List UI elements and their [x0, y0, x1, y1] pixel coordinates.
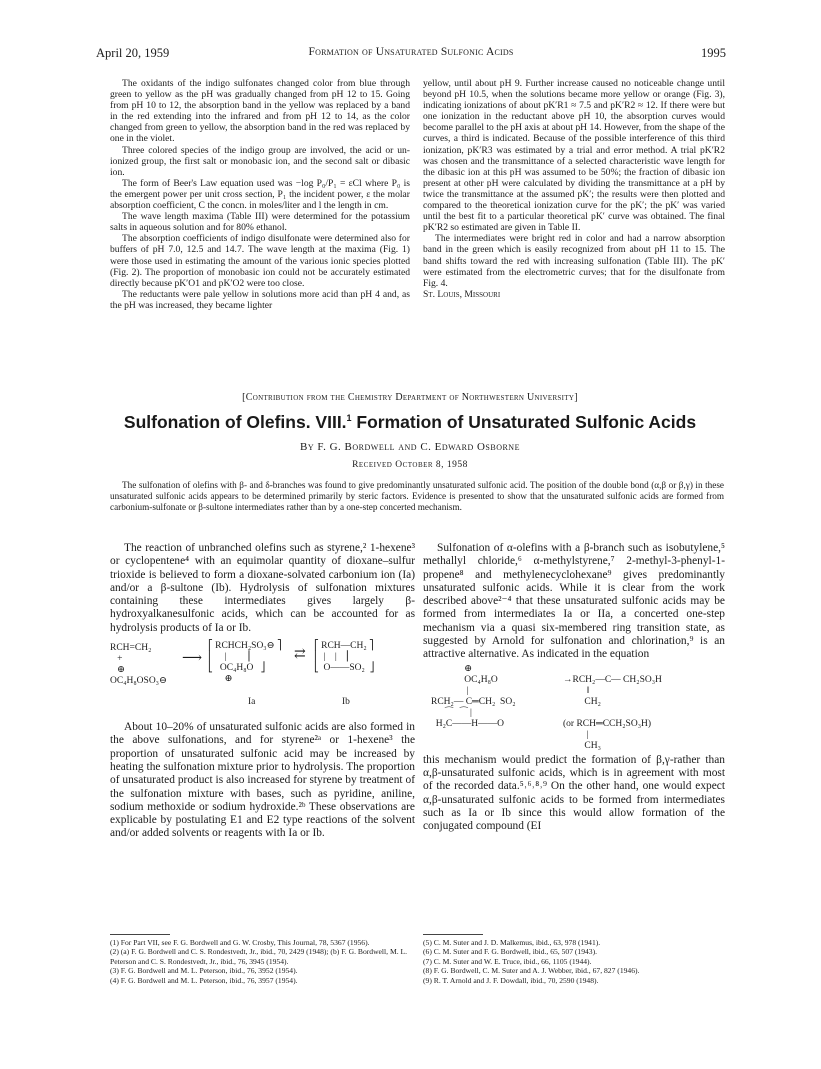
- contribution-line: [Contribution from the Chemistry Department of Northwestern University]: [242, 392, 578, 403]
- body-column-2: [423, 542, 725, 833]
- paragraph: The reductants were pale yellow in solutions more acid than pH 4 and, as the pH was increased, they became lighter: [110, 288, 410, 311]
- footnote: (7) C. M. Suter and W. E. Truce, ibid., 66, 1105 (1944).: [423, 956, 592, 966]
- body-column-1: [110, 542, 415, 841]
- title-rest: Formation of Unsaturated Sulfonic Acids: [351, 412, 697, 432]
- footnote: (9) R. T. Arnold and J. F. Dowdall, ibid., 70, 2590 (1948).: [423, 975, 599, 985]
- paragraph: yellow, until about pH 9. Further increase caused no noticeable change until beyond pH 10.5, when the solutions became more yellow or orange (Fig. 3), indicating ionizations of about pK′R1 ≈ 7.5 and pK′R2 ≈ 12. If there were but one ionization in the reductant above pH 10, the absorption curves would become parallel to the pH axis at about pH 14. However, from the shape of the curves, a third is indicated. Because of the possible interference of this third ionization, pK′R3 was estimated by a trial and error method. A trial pK′R2 was chosen and the transmittance of a selected characteristic wave length for the dibasic ion at this pH was assumed to be 50%; the fraction of dibasic ion present at other pH were calculated by dividing the transmittance at a pH by twice the transmittance at the assumed pK′; the results were then plotted and compared to the theoretical ionization curve for the pK′; the pK′ was varied until the best fit to a particular theoretical pK′ curve was obtained. The final pK′R2 so estimated are given in Table II.: [423, 78, 725, 234]
- scheme-intermediate-ib: ⎡ RCH—CH₂ ⎤ ⎢ | | ⎥ ⎣ O——SO₂ ⎦: [314, 641, 375, 674]
- running-header: [96, 46, 726, 64]
- reaction-arrow-icon: ⟶: [182, 651, 203, 667]
- received-date: Received October 8, 1958: [352, 460, 468, 470]
- paragraph: this mechanism would predict the formation of β,γ-rather than α,β-unsaturated sulfonic acids, which is in agreement with most of the recorded data.⁵˒⁶˒⁸˒⁹ On the other hand, one would expect α,β-unsaturated sulfonic acids to be formed from intermediates such as Ia or Ib since this would allow formation of the conjugated compound (EI: [423, 753, 725, 833]
- abstract-text: The sulfonation of olefins with β- and δ-branches was found to give predominantly unsaturated sulfonic acid. The position of the double bond (α,β or β,γ) in these unsaturated sulfonic acids appears to be determined primarily by steric factors. Evidence is presented to show that the unsaturated sulfonic acids are formed from carbonium-sulfonate or β-sultone intermediates rather than by a one-step concerted mechanism.: [110, 480, 724, 512]
- article-title: [60, 412, 760, 433]
- footnote-rule: [423, 934, 483, 935]
- header-running-title: Formation of Unsaturated Sulfonic Acids: [308, 46, 514, 58]
- signoff-location: St. Louis, Missouri: [423, 288, 501, 300]
- footnotes-column-1: [110, 938, 415, 985]
- paragraph: The reaction of unbranched olefins such as styrene,² 1-hexene³ or cyclopentene⁴ with an equimolar quantity of dioxane–sulfur trioxide is believed to form a dioxane-solvated carbonium ion (Ia) and/or a β-sultone (Ib). Hydrolysis of sulfonation mixtures containing these intermediates gives largely β-hydroxyalkanesulfonic acids, which can be accounted for as hydrolysis products of Ia or Ib.: [110, 542, 415, 634]
- footnote-rule: [110, 934, 170, 935]
- equilibrium-arrow-icon: ⇄: [294, 647, 306, 663]
- paragraph: The intermediates were bright red in color and had a narrow absorption band in the green which is easily recognized from about pH 11 to 15. The band shifts toward the red with increasing sulfonation (Table III). The pK′ were estimated from the electrometric curves; that for the disulfonate from Fig. 4.: [423, 233, 725, 289]
- paragraph: The wave length maxima (Table III) were determined for the potassium salts in aqueous solution and for 80% ethanol.: [110, 211, 410, 234]
- footnote: (4) F. G. Bordwell and M. L. Peterson, ibid., 76, 3957 (1954).: [110, 975, 298, 985]
- footnote: (1) For Part VII, see F. G. Bordwell and G. W. Crosby, This Journal, 78, 5367 (1956).: [110, 938, 370, 947]
- reaction-scheme-2: [423, 662, 725, 754]
- footnote: (8) F. G. Bordwell, C. M. Suter and A. J. Webber, ibid., 67, 827 (1946).: [423, 966, 640, 976]
- header-page-number: 1995: [701, 46, 726, 60]
- reaction-scheme-1: [110, 635, 415, 721]
- label-ia: Ia: [248, 697, 256, 708]
- prev-article-column-1: [110, 78, 410, 311]
- paragraph: The oxidants of the indigo sulfonates changed color from blue through green to yellow as the pH was gradually changed from pH 12 to 15. Going from pH 10 to 12, the absorption band in the yellow was replaced by a band in the red extending into the infrared and from pH 12 to 14, as the color changed from green to yellow, the absorption band in the red was replaced by one in the violet.: [110, 78, 410, 145]
- scheme-transition-state: ⊕ OC₄H₈O | RCH₂— C═CH₂ SO₂ ⁀ ⁀ | H₂C——H——O: [431, 663, 516, 729]
- header-date: April 20, 1959: [96, 46, 170, 60]
- title-main: Sulfonation of Olefins. VIII.: [123, 412, 347, 432]
- paragraph: About 10–20% of unsaturated sulfonic acids are also formed in the above sulfonations, and for styrene²ᵃ or 1-hexene³ the proportion of unsaturated sulfonic acid may be increased by heating the sulfonation mixture prior to hydrolysis. The proportion of unsaturated product is also increased for styrene by treatment of the sulfonation mixture with bases, such as pyridine, aniline, sodium methoxide or sodium hydroxide.²ᵇ These observations are explicable by postulating E1 and E2 type reactions of the solvent and/or added solvents or reagents with Ia or Ib.: [110, 721, 415, 840]
- byline: By F. G. Bordwell and C. Edward Osborne: [300, 441, 520, 453]
- footnotes-column-2: [423, 938, 725, 985]
- paragraph: Sulfonation of α-olefins with a β-branch such as isobutylene,⁵ methallyl chloride,⁶ α-methylstyrene,⁷ 2-methyl-3-phenyl-1-propene⁸ and methylenecyclohexane⁹ gives predominantly unsaturated sulfonic acids. While it is clear from the work described above²⁻⁴ that these unsaturated sulfonic acids may be formed from intermediates Ia or IIa, a concerted one-step mechanism via a quasi six-membered ring transition state, as suggested by Arnold for sulfonation and chlorination,⁹ is an attractive alternative. As indicated in the equation: [423, 542, 725, 661]
- scheme-product: →RCH₂—C— CH₂SO₃H ‖ CH₂ (or RCH═CCH₂SO₃H) | CH₃: [563, 674, 662, 751]
- paragraph: Three colored species of the indigo group are involved, the acid or un-ionized group, the first salt or monobasic ion, and the second salt or dibasic ion.: [110, 144, 410, 178]
- footnote: (2) (a) F. G. Bordwell and C. S. Rondestvedt, Jr., ibid., 70, 2429 (1948); (b) F. G. Bordwell, M. L. Peterson and C. S. Rondestvedt, Jr., ibid., 76, 3945 (1954).: [110, 947, 408, 966]
- prev-article-column-2: [423, 78, 725, 300]
- footnote: (6) C. M. Suter and F. G. Bordwell, ibid., 65, 507 (1943).: [423, 947, 598, 957]
- title-footnote-mark: 1: [346, 413, 352, 424]
- scheme-intermediate-ia: ⎡ RCHCH₂SO₃⊖ ⎤ ⎢ | ⎥ ⎣ OC₄H₈O ⎦ ⊕: [208, 641, 282, 685]
- paragraph: The absorption coefficients of indigo disulfonate were determined also for buffers of pH 7.0, 12.5 and 14.7. The wave length at the maxima (Fig. 1) were those used in estimating the amount of the various ionic species plotted (Fig. 2). The proportion of monobasic ion could not be accurately estimated directly because pK′O1 and pK′O2 were too close.: [110, 233, 410, 289]
- scheme-reactant: RCH=CH₂ + ⊕ OC₄H₈OSO₃⊖: [110, 643, 167, 687]
- footnote: (3) F. G. Bordwell and M. L. Peterson, ibid., 76, 3952 (1954).: [110, 966, 298, 976]
- footnote: (5) C. M. Suter and J. D. Malkemus, ibid., 63, 978 (1941).: [423, 938, 601, 947]
- abstract: [110, 480, 724, 512]
- paragraph: The form of Beer's Law equation used was −log P₀/P₁ = εCl where P₀ is the emergent power per unit cross section, P₁ the incident power, ε the molar absorption coefficient, C the concn. in moles/liter and l the length in cm.: [110, 177, 410, 212]
- label-ib: Ib: [342, 697, 350, 708]
